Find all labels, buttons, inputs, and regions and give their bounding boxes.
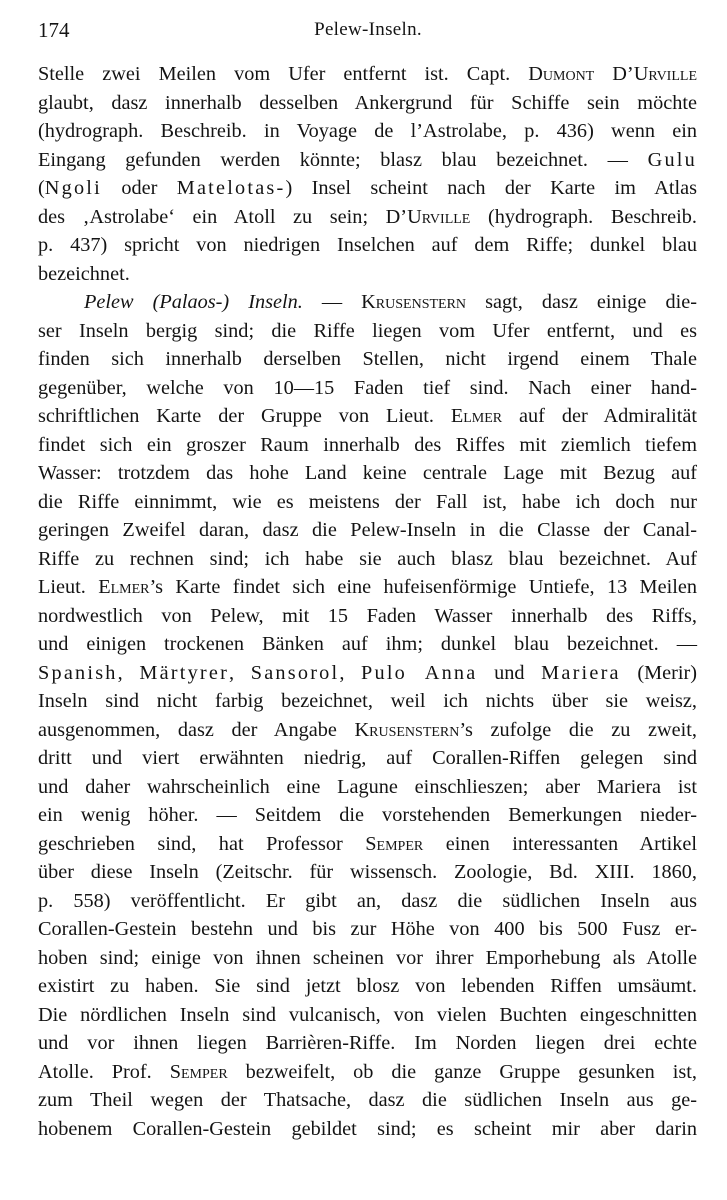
text-run: Die nördlichen Inseln sind vulcanisch, von vielen Buchten eingeschnitten — [38, 1003, 697, 1026]
text-line — [38, 488, 697, 517]
text-run: glaubt, dasz innerhalb desselben Ankergrund für Schiffe sein möchte — [38, 91, 697, 114]
text-run: , — [117, 661, 140, 684]
author-name: Elmer — [98, 576, 150, 598]
text-run: hoben sind; einige von ihnen scheinen vor ihrer Emporhebung als Atolle — [38, 946, 697, 969]
text-run: Wasser: trotzdem das hohe Land keine centrale Lage mit Bezug auf — [38, 462, 697, 484]
text-run: Stelle zwei Meilen vom Ufer entfernt ist. Capt. — [38, 63, 529, 85]
spaced-name: Märtyrer — [139, 661, 230, 684]
text-run: und daher wahrscheinlich eine Lagune einschlieszen; aber Mariera ist — [38, 775, 697, 798]
text-line — [38, 317, 697, 346]
text-run: Corallen-Gestein bestehn und bis zur Höhe von 400 bis 500 Fusz er- — [38, 918, 697, 940]
text-line — [38, 972, 697, 1001]
section-heading: Pelew (Palaos-) Inseln. — [84, 291, 303, 313]
text-line — [38, 260, 697, 289]
spaced-name: Matelotas- — [176, 177, 286, 199]
text-run: nordwestlich von Pelew, mit 15 Faden Wasser innerhalb des Riffs, — [38, 604, 697, 627]
text-run: hobenem Corallen-Gestein gebildet sind; es scheint mir aber darin — [38, 1117, 697, 1140]
text-run: über diese Inseln (Zeitschr. für wissensch. Zoologie, Bd. XIII. 1860, — [38, 861, 697, 883]
text-line — [38, 659, 697, 688]
text-run: geschrieben sind, hat Professor — [38, 832, 366, 855]
text-line — [38, 630, 697, 659]
text-run: (Merir) — [620, 661, 698, 684]
text-line — [38, 773, 697, 802]
text-line — [38, 573, 697, 602]
author-name: Krusenstern — [354, 718, 460, 741]
text-run: und vor ihnen liegen Barrièren-Riffe. Im Norden liegen drei echte — [38, 1032, 697, 1054]
text-line — [38, 1115, 697, 1144]
text-line — [38, 687, 697, 716]
text-run: ser Inseln bergig sind; die Riffe liegen vom Ufer entfernt, und es — [38, 319, 697, 342]
text-run: ) Insel scheint nach der Karte im Atlas — [285, 177, 697, 199]
text-line — [38, 944, 697, 973]
text-line — [38, 801, 697, 830]
text-run: ein wenig höher. — Seitdem die vorstehenden Bemerkungen nieder- — [38, 804, 697, 826]
text-line — [38, 858, 697, 887]
text-run: schriftlichen Karte der Gruppe von Lieut. — [38, 405, 451, 427]
author-name: Dumont — [528, 63, 595, 85]
text-line — [38, 1029, 697, 1058]
text-line — [38, 516, 697, 545]
author-name: Semper — [169, 1060, 228, 1083]
author-name: Semper — [365, 832, 424, 855]
spaced-name: Gulu — [647, 148, 697, 171]
body-text — [38, 60, 697, 1143]
author-name: Krusenstern — [361, 291, 467, 313]
page-header — [38, 12, 698, 48]
text-run: ’s Karte findet sich eine hufeisenförmige Untiefe, 13 Meilen — [149, 576, 698, 598]
text-run: Riffe zu rechnen sind; ich habe sie auch blasz blau bezeichnet. Auf — [38, 547, 697, 570]
text-run: finden sich innerhalb derselben Stellen, nicht irgend einem Thale — [38, 348, 697, 370]
text-run: , — [229, 661, 251, 684]
text-run: (hydrograph. Beschreib. — [470, 205, 697, 228]
text-line — [38, 345, 697, 374]
text-run: oder — [101, 177, 177, 199]
text-line — [38, 374, 697, 403]
text-run: Inseln sind nicht farbig bezeichnet, weil ich nichts über sie weisz, — [38, 690, 697, 712]
author-name: Elmer — [450, 405, 503, 427]
text-line — [38, 288, 697, 317]
text-run: Eingang gefunden werden könnte; blasz blau bezeichnet. — — [38, 148, 648, 171]
text-line — [38, 203, 697, 232]
text-run: auf der Admiralität — [502, 405, 697, 427]
text-run: und einigen trockenen Bänken auf ihm; dunkel blau bezeichnet. — — [38, 633, 697, 655]
text-line — [38, 744, 697, 773]
text-run: — — [302, 291, 362, 313]
page-number: 174 — [38, 18, 70, 42]
text-line — [38, 887, 697, 916]
text-run: D’ — [594, 63, 634, 85]
text-line — [38, 89, 697, 118]
text-line — [38, 830, 697, 859]
text-line — [38, 174, 697, 203]
text-line — [38, 117, 697, 146]
text-line — [38, 431, 697, 460]
spaced-name: Mariera — [541, 661, 621, 684]
text-run: sagt, dasz einige die- — [466, 291, 697, 313]
text-run: , — [339, 661, 362, 684]
text-line — [38, 146, 697, 175]
text-line — [38, 545, 697, 574]
text-line — [38, 231, 697, 260]
text-run: Lieut. — [38, 576, 99, 598]
text-line — [38, 402, 697, 431]
text-line — [38, 716, 697, 745]
author-name: Urville — [407, 205, 471, 228]
text-line — [38, 915, 697, 944]
spaced-name: Sansorol — [250, 661, 340, 684]
text-line — [38, 459, 697, 488]
text-run: ’s zufolge die zu zweit, — [459, 718, 697, 741]
text-run: gegenüber, welche von 10—15 Faden tief sind. Nach einer hand- — [38, 376, 697, 399]
text-run: ausgenommen, dasz der Angabe — [38, 718, 355, 741]
spaced-name: Ngoli — [44, 177, 102, 199]
text-line — [38, 1086, 697, 1115]
text-run: Atolle. Prof. — [38, 1060, 170, 1083]
text-run: (hydrograph. Beschreib. in Voyage de l’Astrolabe, p. 436) wenn ein — [38, 120, 697, 142]
text-run: zum Theil wegen der Thatsache, dasz die südlichen Inseln aus ge- — [38, 1089, 697, 1111]
text-run: p. 558) veröffentlicht. Er gibt an, dasz die südlichen Inseln aus — [38, 889, 697, 912]
text-run: und — [477, 661, 542, 684]
spaced-name: Spanish — [38, 661, 118, 684]
text-line — [38, 1058, 697, 1087]
running-title: Pelew-Inseln. — [314, 19, 422, 40]
spaced-name: Pulo Anna — [361, 661, 478, 684]
text-run: existirt zu haben. Sie sind jetzt blosz von lebenden Riffen umsäumt. — [38, 975, 697, 997]
text-run: die Riffe einnimmt, wie es meistens der Fall ist, habe ich doch nur — [38, 490, 697, 513]
text-run: einen interessanten Artikel — [423, 832, 697, 855]
text-run: des ‚Astrolabe‘ ein Atoll zu sein; D’ — [38, 205, 408, 228]
text-run: ( — [38, 177, 45, 199]
text-line — [38, 60, 697, 89]
text-run: p. 437) spricht von niedrigen Inselchen auf dem Riffe; dunkel blau — [38, 234, 697, 256]
text-line — [38, 602, 697, 631]
author-name: Urville — [633, 63, 697, 85]
text-run: bezeichnet. — [38, 262, 130, 285]
text-run: dritt und viert erwähnten niedrig, auf Corallen-Riffen gelegen sind — [38, 747, 697, 769]
text-run: bezweifelt, ob die ganze Gruppe gesunken ist, — [227, 1060, 697, 1083]
text-line — [38, 1001, 697, 1030]
text-run: geringen Zweifel daran, dasz die Pelew-Inseln in die Classe der Canal- — [38, 519, 697, 541]
text-run: findet sich ein groszer Raum innerhalb des Riffes mit ziemlich tiefem — [38, 433, 697, 456]
